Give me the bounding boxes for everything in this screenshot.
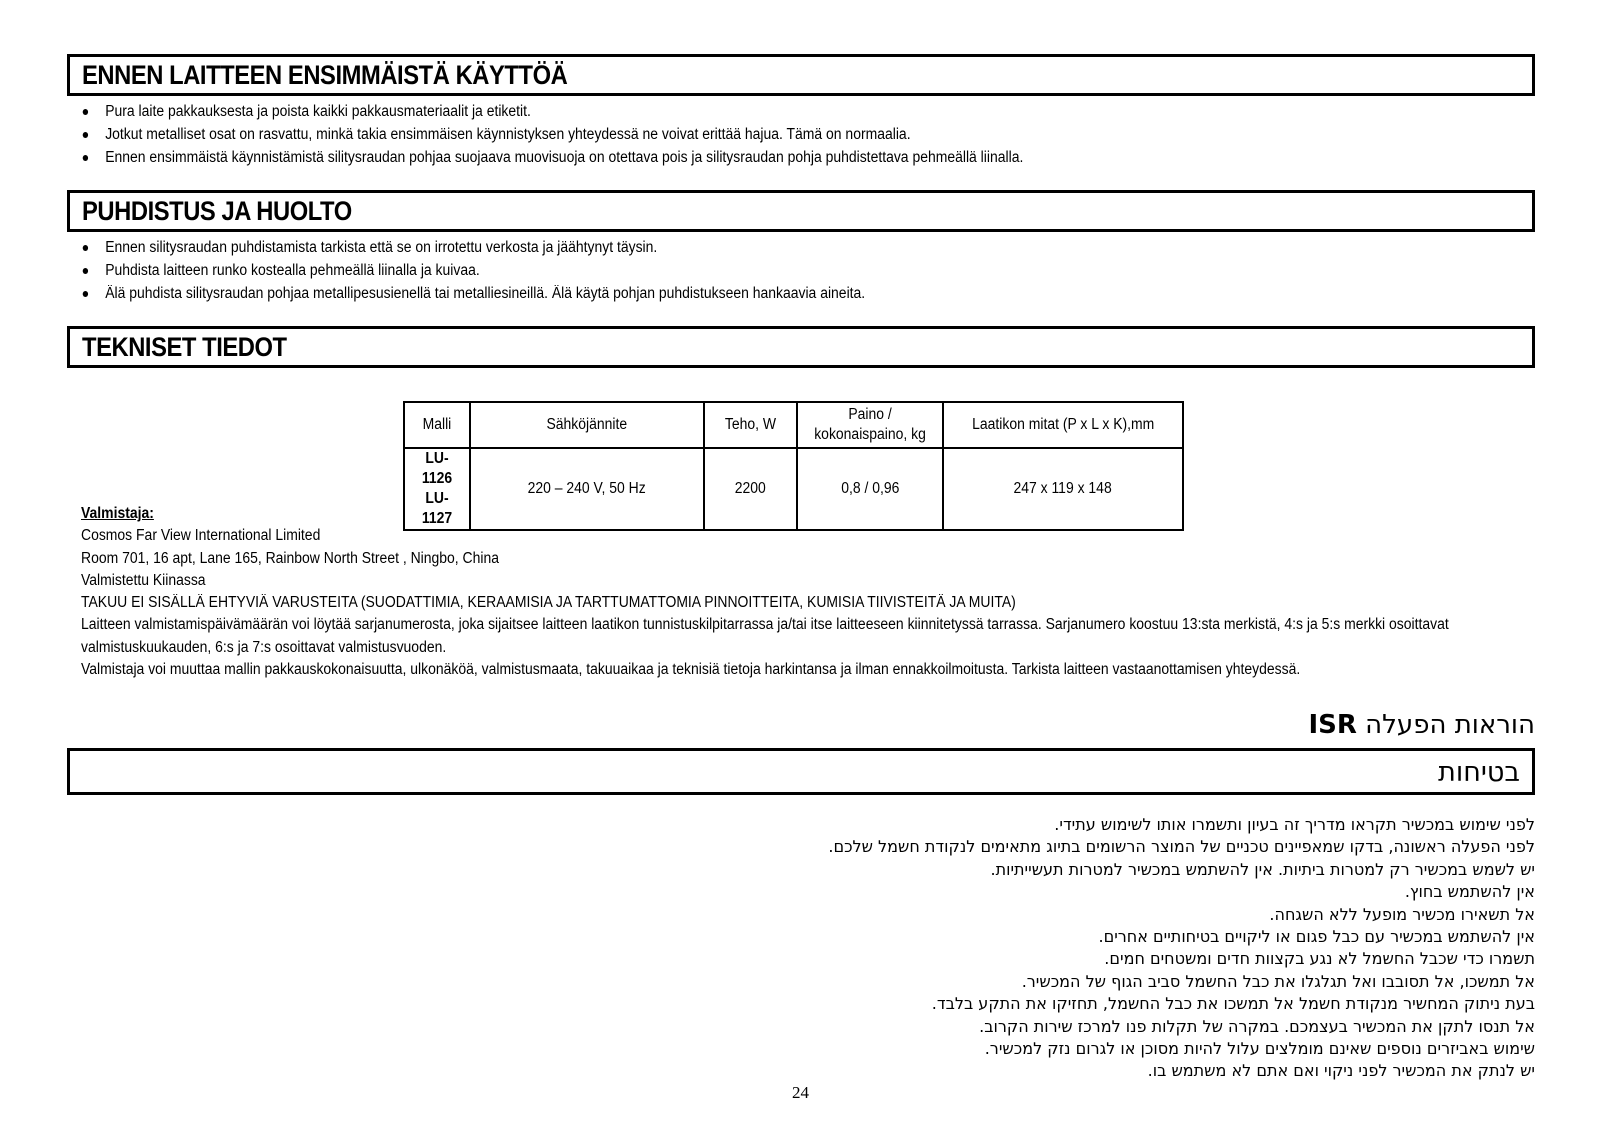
list-item: אין להשתמש במכשיר עם כבל פגום או ליקויים בטיחותיים אחרים. <box>1098 927 1535 947</box>
before-use-list <box>80 100 1128 169</box>
manufacturer-heading: Valmistaja: <box>81 505 154 522</box>
list-item: Ennen silitysraudan puhdistamista tarkista että se on irrotettu verkosta ja jäähtynyt täysin. <box>80 236 865 259</box>
manufacturer-line: TAKUU EI SISÄLLÄ EHTYVIÄ VARUSTEITA (SUODATTIMIA, KERAAMISIA JA TARTTUMATTOMIA PINNOITTEITA, KUMISIA TIIVISTEITÄ JA MUITA) <box>81 594 1016 612</box>
header-cell: Paino / kokonaispaino, kg <box>814 406 926 443</box>
table-header-row <box>404 402 1183 448</box>
voltage-cell: 220 – 240 V, 50 Hz <box>527 480 647 497</box>
hebrew-language-title <box>1308 710 1535 740</box>
list-item: Pura laite pakkauksesta ja poista kaikki pakkausmateriaalit ja etiketit. <box>80 100 1023 123</box>
manufacturer-line: Cosmos Far View International Limited <box>81 527 321 545</box>
manufacturer-line: Room 701, 16 apt, Lane 165, Rainbow North Street , Ningbo, China <box>81 549 499 567</box>
manufacturer-info <box>81 503 1541 681</box>
list-item: לפני הפעלה ראשונה, בדקו שמאפיינים טכניים של המוצר הרשומים בתיוג מתאימים לנקודת חשמל שלכם. <box>828 837 1535 857</box>
section-header-safety <box>67 748 1535 795</box>
header-cell: Laatikon mitat (P x L x K),mm <box>971 416 1155 433</box>
section-title: ENNEN LAITTEEN ENSIMMÄISTÄ KÄYTTÖÄ <box>82 60 568 90</box>
list-item: Ennen ensimmäistä käynnistämistä silitysraudan pohjaa suojaava muovisuoja on otettava pois ja silitysraudan pohja puhdistettava pehmeällä liinalla. <box>80 146 1023 169</box>
list-item: Puhdista laitteen runko kostealla pehmeällä liinalla ja kuivaa. <box>80 259 865 282</box>
list-item: יש לשמש במכשיר רק למטרות ביתיות. אין להשתמש במכשיר למטרות תעשייתיות. <box>990 859 1535 879</box>
box-size-cell: 247 x 119 x 148 <box>1013 480 1113 497</box>
section-title: PUHDISTUS JA HUOLTO <box>82 196 352 226</box>
list-item: אין להשתמש בחוץ. <box>1404 882 1535 902</box>
hebrew-safety-list <box>828 814 1535 1083</box>
model-cell: LU-1126 LU-1127 <box>421 450 453 527</box>
manufacturer-line: Valmistettu Kiinassa <box>81 571 206 589</box>
list-item: תשמרו כדי שכבל החשמל לא נגע בקצוות חדים ומשטחים חמים. <box>1104 949 1535 969</box>
header-cell: Sähköjännite <box>546 416 628 433</box>
list-item: בעת ניתוק המחשיר מנקודת חשמל אל תמשכו את כבל החשמל, תחזיקו את התקע בלבד. <box>931 994 1535 1014</box>
section-header-tech <box>67 326 1535 368</box>
weight-cell: 0,8 / 0,96 <box>840 480 900 497</box>
manufacturer-line: Laitteen valmistamispäivämäärän voi löytää sarjanumerosta, joka sijaitsee laitteen laatikon tunnistuskilpitarrassa ja/tai itse laitteeseen kiinnitetyssä tarrassa. Sarjanumero koostuu 13:sta merkistä, 4:s ja 5:s merkki osoittavat valmistuskuukauden, 6:s ja 7:s osoittavat valmistusvuoden. <box>81 616 1449 656</box>
list-item: שימוש באביזרים נוספים שאינם מומלצים עלול להיות מסוכן או לגרום נזק למכשיר. <box>984 1039 1535 1059</box>
page-number: 24 <box>792 1083 809 1102</box>
section-title: בטיחות <box>1438 757 1520 788</box>
header-cell: Malli <box>422 416 452 433</box>
cleaning-list <box>80 236 952 305</box>
power-cell: 2200 <box>734 480 767 497</box>
section-header-cleaning <box>67 190 1535 232</box>
header-cell: Teho, W <box>724 416 777 433</box>
hebrew-title-text: הוראות הפעלה <box>1365 710 1535 740</box>
list-item: Älä puhdista silitysraudan pohjaa metallipesusienellä tai metalliesineillä. Älä käytä pohjan puhdistukseen hankaavia aineita. <box>80 282 865 305</box>
list-item: Jotkut metalliset osat on rasvattu, minkä takia ensimmäisen käynnistyksen yhteydessä ne voivat erittää hajua. Tämä on normaalia. <box>80 123 1023 146</box>
list-item: לפני שימוש במכשיר תקראו מדריך זה בעיון ותשמרו אותו לשימוש עתידי. <box>1054 815 1535 834</box>
section-title: TEKNISET TIEDOT <box>82 332 287 362</box>
list-item: אל תמשכו, אל תסובבו ואל תגלגלו את כבל החשמל סביב הגוף של המכשיר. <box>1021 971 1535 991</box>
manufacturer-line: Valmistaja voi muuttaa mallin pakkauskokonaisuutta, ulkonäköä, valmistusmaata, takuuaikaa ja teknisiä tietoja harkintansa ja ilman ennakkoilmoitusta. Tarkista laitteen vastaanottamisen yhteydessä. <box>81 661 1301 679</box>
list-item: יש לנתק את המכשיר לפני ניקוי ואם אתם לא משתמש בו. <box>1147 1061 1535 1081</box>
section-header-before-use <box>67 54 1535 96</box>
list-item: אל תנסו לתקן את המכשיר בעצמכם. במקרה של תקלות פנו למרכז שירות הקרוב. <box>979 1016 1535 1036</box>
language-code: ISR <box>1308 710 1357 740</box>
list-item: אל תשאירו מכשיר מופעל ללא השגחה. <box>1269 904 1535 924</box>
